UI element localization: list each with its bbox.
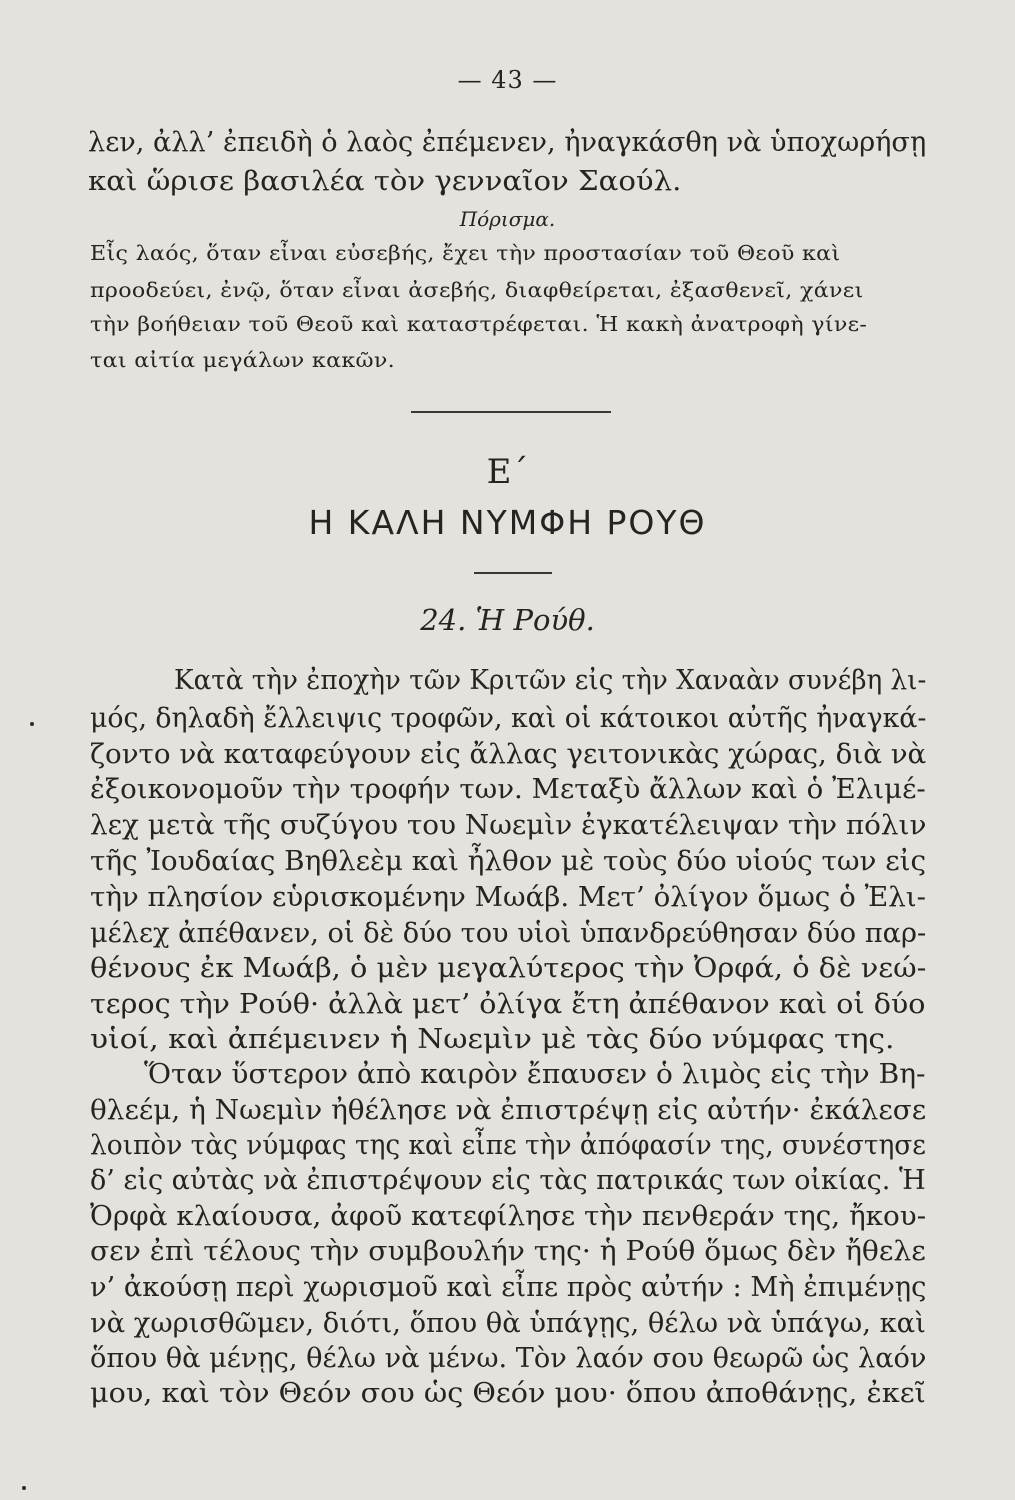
body-line: Κατὰ τὴν ἐποχὴν τῶν Κριτῶν εἰς τὴν Χαναὰν συνέβη λι- <box>174 664 927 696</box>
chapter-title: Η ΚΑΛΗ ΝΥΜΦΗ ΡΟΥΘ <box>308 503 707 542</box>
body-line: μέλεχ ἀπέθανεν, οἱ δὲ δύο του υἱοὶ ὑπανδρεύθησαν δύο παρ- <box>90 917 927 949</box>
body-line: υἱοί, καὶ ἀπέμεινεν ἡ Νωεμὶν μὲ τὰς δύο νύμφας της. <box>90 1023 895 1055</box>
body-line: λοιπὸν τὰς νύμφας της καὶ εἶπε τὴν ἀπόφασίν της, συνέστησε <box>90 1129 926 1161</box>
corollary-line: τὴν βοήθειαν τοῦ Θεοῦ καὶ καταστρέφεται. Ἡ κακὴ ἀνατροφὴ γίνε- <box>90 312 868 336</box>
section-divider <box>411 411 611 413</box>
title-divider <box>474 572 552 574</box>
body-line: ὅπου θὰ μένῃς, θέλω νὰ μένω. Τὸν λαόν σου θεωρῶ ὡς λαόν <box>90 1342 927 1374</box>
margin-speck <box>30 722 34 726</box>
body-line: ζοντο νὰ καταφεύγουν εἰς ἄλλας γειτονικὰς χώρας, διὰ νὰ <box>90 738 927 770</box>
corollary-line: προοδεύει, ἐνῷ, ὅταν εἶναι ἀσεβής, διαφθείρεται, ἐξασθενεῖ, χάνει <box>90 278 864 302</box>
body-line: μός, δηλαδὴ ἔλλειψις τροφῶν, καὶ οἱ κάτοικοι αὐτῆς ἠναγκά- <box>90 702 927 734</box>
body-line: ν’ ἀκούσῃ περὶ χωρισμοῦ καὶ εἶπε πρὸς αὐτήν : Μὴ ἐπιμένῃς <box>90 1271 927 1303</box>
corollary-line: ται αἰτία μεγάλων κακῶν. <box>90 348 396 372</box>
body-line: δ’ εἰς αὐτὰς νὰ ἐπιστρέψουν εἰς τὰς πατρικάς των οἰκίας. Ἡ <box>90 1164 926 1196</box>
body-line: σεν ἐπὶ τέλους τὴν συμβουλήν της· ἡ Ρούθ ὅμως δὲν ἤθελε <box>90 1235 926 1267</box>
section-title: 24. Ἡ Ρούθ. <box>420 603 595 637</box>
body-line: τὴν πλησίον εὑρισκομένην Μωάβ. Μετ’ ὀλίγον ὅμως ὁ Ἐλι- <box>90 881 927 913</box>
body-line: θλεέμ, ἡ Νωεμὶν ἠθέλησε νὰ ἐπιστρέψῃ εἰς αὐτήν· ἐκάλεσε <box>90 1094 927 1126</box>
page-number: — 43 — <box>457 66 558 94</box>
corollary-line: Εἷς λαός, ὅταν εἶναι εὐσεβής, ἔχει τὴν προστασίαν τοῦ Θεοῦ καὶ <box>90 241 841 265</box>
body-line: ἐξοικονομοῦν τὴν τροφήν των. Μεταξὺ ἄλλων καὶ ὁ Ἐλιμέ- <box>90 773 926 805</box>
margin-speck <box>22 1486 26 1490</box>
body-line: νὰ χωρισθῶμεν, διότι, ὅπου θὰ ὑπάγῃς, θέλω νὰ ὑπάγω, καὶ <box>90 1307 926 1339</box>
body-line: Ὀρφὰ κλαίουσα, ἀφοῦ κατεφίλησε τὴν πενθεράν της, ἤκου- <box>90 1200 927 1232</box>
body-line: τῆς Ἰουδαίας Βηθλεὲμ καὶ ἦλθον μὲ τοὺς δύο υἱούς των εἰς <box>90 845 927 877</box>
body-line: τερος τὴν Ρούθ· ἀλλὰ μετ’ ὀλίγα ἔτη ἀπέθανον καὶ οἱ δύο <box>90 988 926 1020</box>
text-line: λεν, ἀλλ’ ἐπειδὴ ὁ λαὸς ἐπέμενεν, ἠναγκάσθη νὰ ὑποχωρήσῃ <box>88 127 927 158</box>
body-line: θένους ἐκ Μωάβ, ὁ μὲν μεγαλύτερος τὴν Ὀρφά, ὁ δὲ νεώ- <box>90 952 927 984</box>
chapter-number: Ε΄ <box>486 452 529 492</box>
body-line: Ὅταν ὕστερον ἀπὸ καιρὸν ἔπαυσεν ὁ λιμὸς εἰς τὴν Βη- <box>144 1058 926 1090</box>
text-line: καὶ ὥρισε βασιλέα τὸν γενναῖον Σαούλ. <box>88 166 682 197</box>
body-line: λεχ μετὰ τῆς συζύγου του Νωεμὶν ἐγκατέλειψαν τὴν πόλιν <box>90 809 927 841</box>
body-line: μου, καὶ τὸν Θεόν σου ὡς Θεόν μου· ὅπου ἀποθάνῃς, ἐκεῖ <box>90 1377 926 1409</box>
corollary-heading: Πόρισμα. <box>459 207 556 231</box>
